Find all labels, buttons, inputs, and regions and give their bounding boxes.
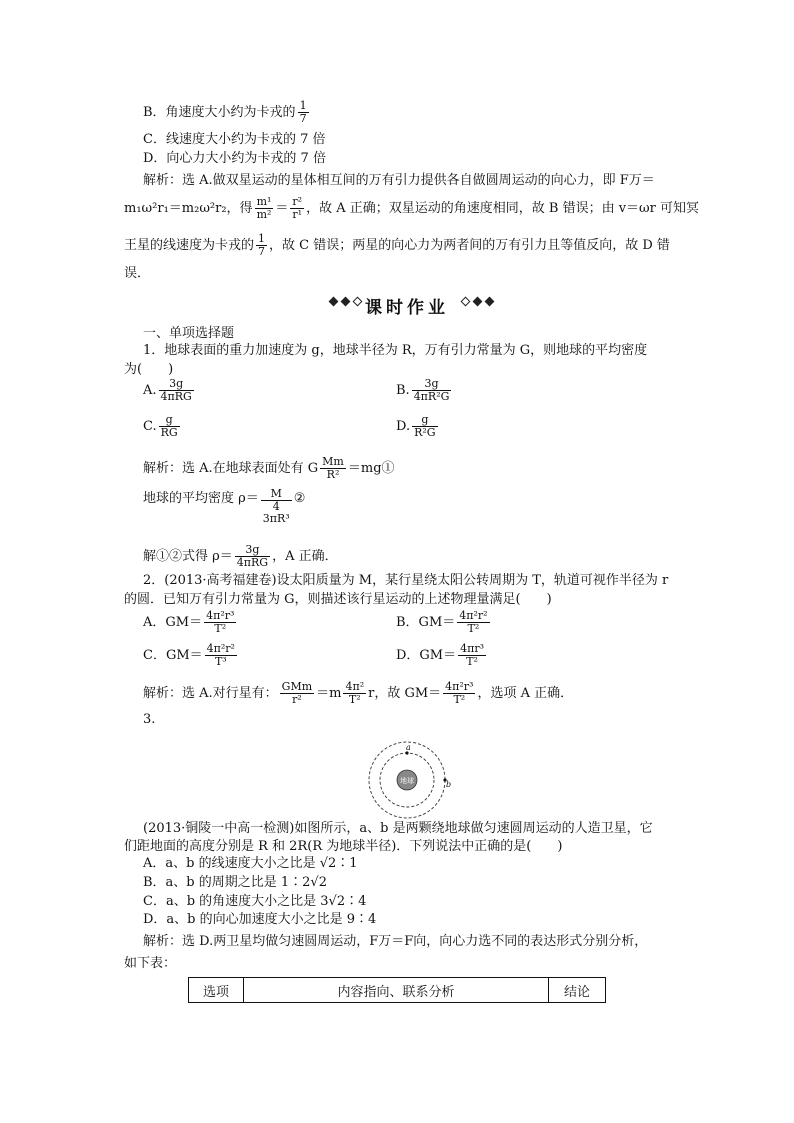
denominator: T² (348, 693, 361, 706)
fraction (159, 378, 194, 403)
option-c: C．a、b 的角速度大小之比是 3√2∶4 (143, 894, 367, 909)
numerator: 4π²r² (206, 642, 235, 655)
denominator: 4πRG (160, 390, 192, 403)
option-b-text: B．角速度大小约为卡戎的 (143, 105, 296, 120)
option-b (143, 100, 311, 125)
fraction (412, 414, 437, 439)
fraction (235, 544, 270, 569)
numerator: GMm (281, 680, 313, 693)
denominator: r¹ (292, 208, 303, 221)
denominator: T³ (214, 655, 227, 668)
analysis-line (143, 544, 338, 569)
option-text: A．GM＝ (143, 615, 203, 630)
denominator: 4πRG (236, 556, 269, 569)
denominator-top: 4 (272, 500, 280, 513)
analysis-text: ＝mg① (347, 461, 395, 476)
denominator (261, 501, 292, 525)
analysis-text: 地球的平均密度 ρ＝ (143, 491, 259, 506)
analysis-line: 如下表： (124, 956, 177, 971)
diamond-icon (485, 297, 495, 307)
analysis-line: 解析：选 A.做双星运动的星体相互间的万有引力提供各自做圆周运动的向心力，即 F万＝ (143, 173, 655, 188)
analysis-text: r，故 GM＝ (368, 686, 442, 701)
denominator: T² (466, 655, 478, 668)
denominator: T² (214, 622, 227, 635)
diamond-icon (341, 297, 351, 307)
analysis-text: 解析：选 A.对行星有： (143, 686, 278, 701)
option-a: A．a、b 的线速度大小之比是 √2∶1 (143, 856, 358, 871)
fraction (298, 100, 309, 125)
option-c (143, 414, 182, 439)
numerator: 1 (258, 232, 266, 245)
fraction (290, 196, 304, 221)
option-d: D．向心力大小约为卡戎的 7 倍 (143, 151, 326, 166)
question-stem: 为( ) (124, 362, 174, 377)
analysis-text: 王星的线速度为卡戎的 (124, 238, 255, 253)
question-stem: 的圆．已知万有引力常量为 G，则描述该行星运动的上述物理量满足( ) (124, 592, 552, 607)
equals: ＝ (275, 201, 289, 216)
question-stem: 们距地面的高度分别是 R 和 2R(R 为地球半径)．下列说法中正确的是( ) (124, 839, 563, 854)
numerator: r² (292, 195, 303, 208)
fraction (159, 414, 180, 439)
numerator: 4π²r² (459, 609, 488, 622)
fraction (255, 196, 274, 221)
fraction (458, 643, 486, 668)
option-b: B．a、b 的周期之比是 1∶2√2 (143, 875, 327, 890)
numerator: 4πr³ (460, 642, 485, 655)
question-stem: 2．(2013·高考福建卷)设太阳质量为 M，某行星绕太阳公转周期为 T，轨道可视作半径为 r (143, 573, 669, 588)
option-d (396, 414, 440, 439)
analysis-text: ，选项 A 正确． (477, 686, 574, 701)
satellite-a-label: a (406, 743, 411, 752)
fraction (320, 456, 346, 481)
denominator: RG (160, 426, 178, 439)
table-header-cell: 结论 (549, 978, 606, 1003)
option-b (396, 610, 492, 635)
diamond-icon (329, 297, 339, 307)
fraction (204, 610, 236, 635)
orbit-diagram (366, 738, 452, 824)
numerator: 3g (159, 378, 194, 391)
option-label: D. (396, 419, 411, 434)
option-label: B. (396, 383, 410, 398)
satellite-b-label: b (446, 780, 452, 789)
option-text: D．GM＝ (396, 648, 457, 663)
analysis-text: ，故 A 正确；双星运动的角速度相同，故 B 错误；由 v＝ωr 可知冥 (306, 201, 699, 216)
numerator: g (412, 414, 437, 427)
numerator: Mm (322, 455, 344, 468)
analysis-line (143, 488, 305, 525)
analysis-line (143, 456, 395, 481)
numerator: 4π²r³ (445, 680, 474, 693)
table-header-row (189, 978, 606, 1003)
denominator-bottom: 3πR³ (262, 512, 290, 525)
denominator: r² (292, 693, 302, 706)
denominator: m² (256, 208, 272, 221)
option-label: A. (143, 383, 157, 398)
table-header-cell: 选项 (189, 978, 244, 1003)
diamond-icon (353, 297, 363, 307)
denominator: R²G (414, 426, 436, 439)
fraction (256, 233, 267, 258)
denominator: 7 (299, 112, 307, 125)
analysis-line: 解析：选 D.两卫星均做匀速圆周运动，F万＝F向，向心力选不同的表达形式分别分析， (143, 934, 648, 949)
option-a (143, 378, 196, 403)
analysis-text: m₁ω²r₁＝m₂ω²r₂，得 (124, 201, 253, 216)
question-stem: 1．地球表面的重力加速度为 g，地球半径为 R，万有引力常量为 G，则地球的平均密度 (143, 343, 648, 358)
numerator: 4π² (345, 680, 365, 693)
diamond-icon (473, 297, 483, 307)
numerator: 3g (235, 544, 270, 557)
fraction (261, 488, 292, 525)
denominator: T² (467, 622, 480, 635)
analysis-text: ② (293, 491, 306, 506)
part-heading: 一、单项选择题 (143, 326, 235, 341)
analysis-table (188, 977, 606, 1003)
table-header-cell: 内容指向、联系分析 (244, 978, 549, 1003)
section-title: 课时作业 (365, 298, 449, 318)
numerator: m¹ (256, 195, 272, 208)
option-b (396, 378, 453, 403)
fraction (343, 681, 366, 706)
option-d: D．a、b 的向心加速度大小之比是 9∶4 (143, 912, 377, 927)
option-text: B．GM＝ (396, 615, 456, 630)
option-text: C．GM＝ (143, 648, 203, 663)
fraction (205, 643, 237, 668)
question-number: 3. (143, 712, 156, 727)
numerator: 4π²r³ (206, 609, 235, 622)
option-d (396, 643, 488, 668)
fraction (412, 378, 452, 403)
analysis-line (143, 681, 573, 706)
denominator: R² (326, 468, 340, 481)
analysis-text: ，A 正确． (272, 549, 338, 564)
denominator: T² (453, 693, 466, 706)
option-c (143, 643, 239, 668)
analysis-text: 解①②式得 ρ＝ (143, 549, 233, 564)
diamond-icon (461, 297, 471, 307)
analysis-text: ＝m (316, 686, 342, 701)
section-header (330, 293, 495, 318)
question-stem: (2013·铜陵一中高一检测)如图所示，a、b 是两颗绕地球做匀速圆周运动的人造卫星，它 (143, 821, 653, 836)
numerator: 1 (299, 99, 307, 112)
analysis-line: 误． (124, 266, 151, 281)
fraction (457, 610, 489, 635)
denominator: 7 (258, 245, 266, 258)
option-c: C．线速度大小约为卡戎的 7 倍 (143, 132, 326, 147)
analysis-text: ，故 C 错误；两星的向心力为两者间的万有引力且等值反向，故 D 错 (269, 238, 670, 253)
earth-label: 地球 (400, 777, 414, 785)
numerator: M (261, 488, 292, 501)
analysis-text: 解析：选 A.在地球表面处有 G (143, 461, 319, 476)
option-label: C. (143, 419, 157, 434)
denominator: 4πR²G (413, 390, 450, 403)
analysis-line (124, 196, 699, 221)
option-a (143, 610, 238, 635)
analysis-line (124, 233, 670, 258)
fraction (280, 681, 314, 706)
numerator: g (159, 414, 180, 427)
numerator: 3g (412, 378, 452, 391)
fraction (443, 681, 475, 706)
